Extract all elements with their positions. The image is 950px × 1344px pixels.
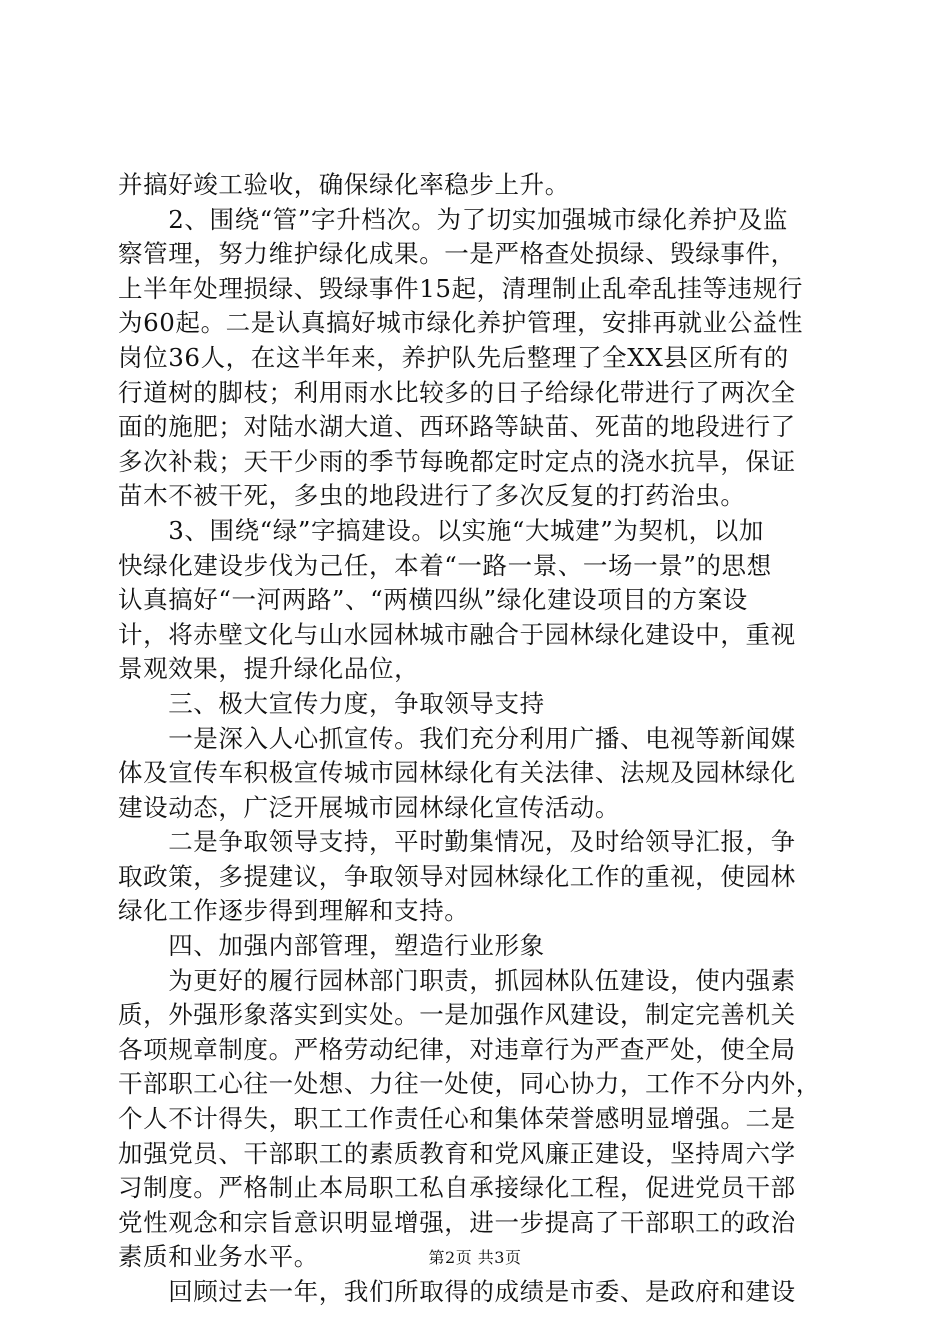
text-line: 2、围绕“管”字升档次。为了切实加强城市绿化养护及监 xyxy=(118,204,788,234)
text-line: 快绿化建设步伐为己任，本着“一路一景、一场一景”的思想 xyxy=(118,550,772,580)
text-line: 绿化工作逐步得到理解和支持。 xyxy=(118,896,470,926)
text-line: 体及宣传车积极宣传城市园林绿化有关法律、法规及园林绿化 xyxy=(118,758,796,788)
text-line: 行道树的脚枝；利用雨水比较多的日子给绿化带进行了两次全 xyxy=(118,377,796,407)
text-line: 3、围绕“绿”字搞建设。以实施“大城建”为契机，以加 xyxy=(118,515,764,545)
text-line: 取政策，多提建议，争取领导对园林绿化工作的重视，使园林 xyxy=(118,861,796,891)
text-line: 苗木不被干死，多虫的地段进行了多次反复的打药治虫。 xyxy=(118,481,746,511)
text-line: 习制度。严格制止本局职工私自承接绿化工程，促进党员干部 xyxy=(118,1173,796,1203)
text-line: 察管理，努力维护绿化成果。一是严格查处损绿、毁绿事件， xyxy=(118,239,796,269)
text-line: 一是深入人心抓宣传。我们充分利用广播、电视等新闻媒 xyxy=(118,723,796,753)
section-heading: 三、极大宣传力度，争取领导支持 xyxy=(118,688,545,718)
document-body xyxy=(118,168,834,1310)
section-heading: 四、加强内部管理，塑造行业形象 xyxy=(118,931,545,961)
text-line: 计，将赤壁文化与山水园林城市融合于园林绿化建设中，重视 xyxy=(118,619,796,649)
text-line: 个人不计得失，职工工作责任心和集体荣誉感明显增强。二是 xyxy=(118,1104,796,1134)
text-line: 各项规章制度。严格劳动纪律，对违章行为严查严处，使全局 xyxy=(118,1034,796,1064)
text-line: 上半年处理损绿、毁绿事件15起，清理制止乱牵乱挂等违规行 xyxy=(118,273,803,303)
text-line: 景观效果，提升绿化品位， xyxy=(118,654,420,684)
text-line: 面的施肥；对陆水湖大道、西环路等缺苗、死苗的地段进行了 xyxy=(118,412,796,442)
text-line: 素质和业务水平。 xyxy=(118,1242,319,1272)
text-line: 认真搞好“一河两路”、“两横四纵”绿化建设项目的方案设 xyxy=(118,585,748,615)
text-line: 干部职工心往一处想、力往一处使，同心协力，工作不分内外， xyxy=(118,1069,821,1099)
text-line: 为更好的履行园林部门职责，抓园林队伍建设，使内强素 xyxy=(118,965,796,995)
text-line: 岗位36人，在这半年来，养护队先后整理了全XX县区所有的 xyxy=(118,342,789,372)
text-line: 加强党员、干部职工的素质教育和党风廉正建设，坚持周六学 xyxy=(118,1138,796,1168)
text-line: 建设动态，广泛开展城市园林绿化宣传活动。 xyxy=(118,792,620,822)
text-line: 为60起。二是认真搞好城市绿化养护管理，安排再就业公益性 xyxy=(118,308,803,338)
text-line: 多次补栽；天干少雨的季节每晚都定时定点的浇水抗旱，保证 xyxy=(118,446,796,476)
text-line: 回顾过去一年，我们所取得的成绩是市委、是政府和建设 xyxy=(118,1277,796,1306)
text-line: 并搞好竣工验收，确保绿化率稳步上升。 xyxy=(118,170,570,199)
text-line: 二是争取领导支持，平时勤集情况，及时给领导汇报，争 xyxy=(118,827,796,857)
text-line: 党性观念和宗旨意识明显增强，进一步提高了干部职工的政治 xyxy=(118,1207,796,1237)
text-line: 质，外强形象落实到实处。一是加强作风建设，制定完善机关 xyxy=(118,1000,796,1030)
page-number-footer: 第2页 共3页 xyxy=(428,1248,522,1267)
